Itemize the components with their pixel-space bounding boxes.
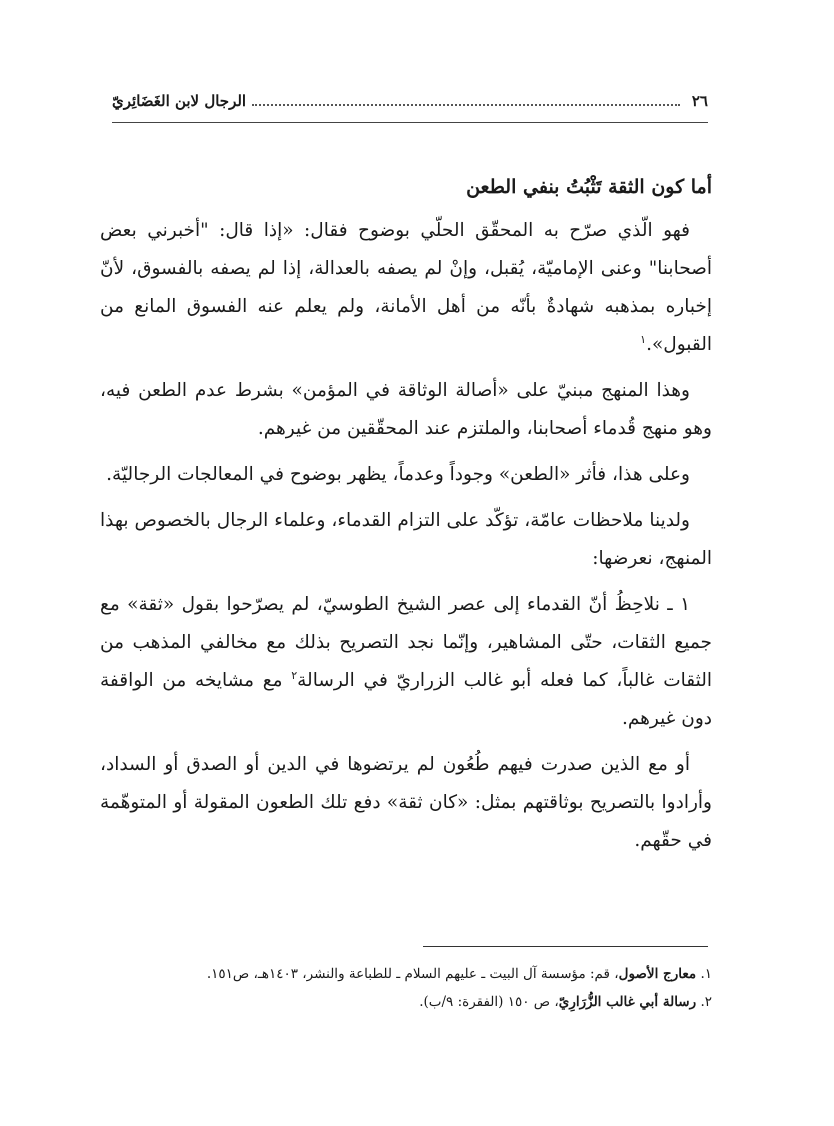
footnote-book-title: معارج الأصول (618, 966, 697, 982)
footnote-ref-1[interactable]: ١ (640, 332, 647, 346)
paragraph-text: وهذا المنهج مبنيّ على «أصالة الوثاقة في المؤمن» بشرط عدم الطعن فيه، وهو منهج قُدماء أصحابنا، والملتزم عند المحقّقين من غيرهم. (100, 380, 712, 439)
paragraph-text: وعلى هذا، فأثر «الطعن» وجوداً وعدماً، يظهر بوضوح في المعالجات الرجاليّة. (106, 464, 690, 485)
footnote-2 (100, 988, 712, 1016)
footnote-number: ١. (700, 966, 712, 982)
paragraph-5 (100, 586, 712, 738)
paragraph-4 (100, 502, 712, 578)
paragraph-1 (100, 212, 712, 364)
paragraph-6 (100, 746, 712, 860)
section-heading: أما كون الثقة تَثْبُتُ بنفي الطعن (466, 176, 712, 198)
footnote-book-title: رسالة أبي غالب الزُّرَارِيّ (558, 994, 697, 1010)
footnote-1 (100, 960, 712, 988)
main-text (100, 168, 712, 868)
paragraph-2 (100, 372, 712, 448)
running-header (112, 92, 708, 123)
paragraph-text: فهو الّذي صرّح به المحقّق الحلّي بوضوح فقال: «إذا قال: "أخبرني بعض أصحابنا" وعنى الإماميّة، يُقبل، وإنْ لم يصفه بالعدالة، إذا لم يصفه بالفسوق، لأنّ إخباره بمذهبه شهادةٌ بأنّه من أهل الأمانة، ولم يعلم عنه الفسوق المانع من القبول». (100, 220, 712, 355)
footnotes (100, 960, 712, 1016)
header-dot-leader (252, 94, 680, 106)
paragraph-text: أو مع الذين صدرت فيهم طُعُون لم يرتضوها في الدين أو الصدق أو السداد، وأرادوا بالتصريح بوثاقتهم بمثل: «كان ثقة» دفع تلك الطعون المقولة أو المتوهّمة في حقّهم. (100, 754, 712, 851)
paragraph-text: ١ ـ نلاحِظُ أنّ القدماء إلى عصر الشيخ الطوسيّ، لم يصرّحوا بقول «ثقة» مع جميع الثقات، حتّى المشاهير، وإنّما نجد التصريح بذلك مع مخالفي المذهب من الثقات غالباً، كما فعله أبو غالب الزراريّ في الرسالة (100, 594, 712, 691)
paragraph-text: مع مشايخه من الواقفة دون غيرهم. (100, 670, 712, 729)
footnote-ref-2[interactable]: ٢ (291, 668, 298, 682)
running-header-title: الرجال لابن الغَضَائِريّ (112, 92, 247, 110)
footnote-text: ، قم: مؤسسة آل البيت ـ عليهم السلام ـ للطباعة والنشر، ١٤٠٣هـ، ص١٥١. (206, 966, 619, 982)
paragraph-text: ولدينا ملاحظات عامّة، تؤكّد على التزام القدماء، وعلماء الرجال بالخصوص بهذا المنهج، نعرضها: (100, 510, 712, 569)
page-number: ٢٦ (691, 92, 708, 110)
footnote-text: ، ص ١٥٠ (الفقرة: ٩/ب). (419, 994, 559, 1010)
footnote-number: ٢. (700, 994, 712, 1010)
paragraph-3 (100, 456, 712, 494)
footnote-separator (423, 946, 708, 947)
